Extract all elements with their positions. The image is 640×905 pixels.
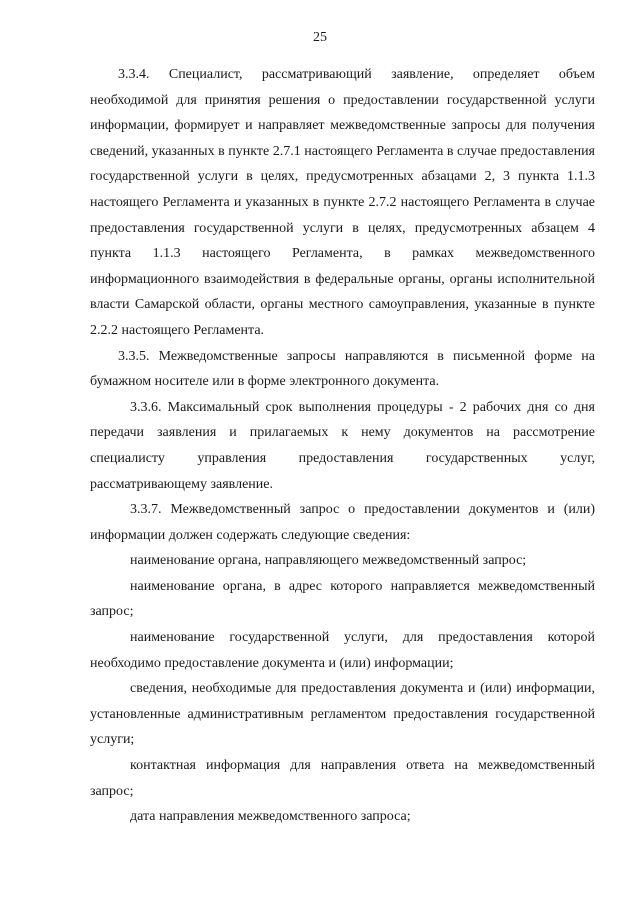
paragraph-3-3-6: 3.3.6. Максимальный срок выполнения процедуры - 2 рабочих дня со дня передачи заявления и прилагаемых к нему документов на рассмотрение специалисту управления предоставления государственных услуг, рассматривающему заявление.	[90, 399, 595, 492]
paragraph-3-3-5: 3.3.5. Межведомственные запросы направляются в письменной форме на бумажном носителе или в форме электронного документа.	[90, 348, 595, 390]
list-item: сведения, необходимые для предоставления документа и (или) информации, установленные административным регламентом предоставления государственной услуги;	[90, 681, 595, 748]
list-item: наименование органа, в адрес которого направляется межведомственный запрос;	[90, 578, 595, 620]
list-item: наименование органа, направляющего межведомственный запрос;	[130, 553, 527, 569]
list-item: контактная информация для направления ответа на межведомственный запрос;	[90, 758, 595, 799]
paragraph-3-3-4: 3.3.4. Специалист, рассматривающий заявление, определяет объем необходимой для принятия решения о предоставлении государственной услуги информации, формирует и направляет межведомственные запросы для получения сведений, указанных в пункте 2.7.1 настоящего Регламента в случае предоставления государственной услуги в целях, предусмотренных абзацами 2, 3 пункта 1.1.3 настоящего Регламента и указанных в пункте 2.7.2 настоящего Регламента в случае предоставления государственной услуги в целях, предусмотренных абзацем 4 пункта 1.1.3 настоящего Регламента, в рамках межведомственного информационного взаимодействия в федеральные органы, органы исполнительной власти Самарской области, органы местного самоуправления, указанные в пункте 2.2.2 настоящего Регламента.	[90, 67, 595, 338]
list-item: наименование государственной услуги, для предоставления которой необходимо предоставление документа и (или) информации;	[90, 630, 595, 671]
paragraph-3-3-7: 3.3.7. Межведомственный запрос о предоставлении документов и (или) информации должен содержать следующие сведения:	[90, 502, 595, 543]
list-item: дата направления межведомственного запроса;	[130, 809, 411, 825]
document-body	[90, 62, 595, 830]
page-number: 25	[313, 30, 327, 45]
